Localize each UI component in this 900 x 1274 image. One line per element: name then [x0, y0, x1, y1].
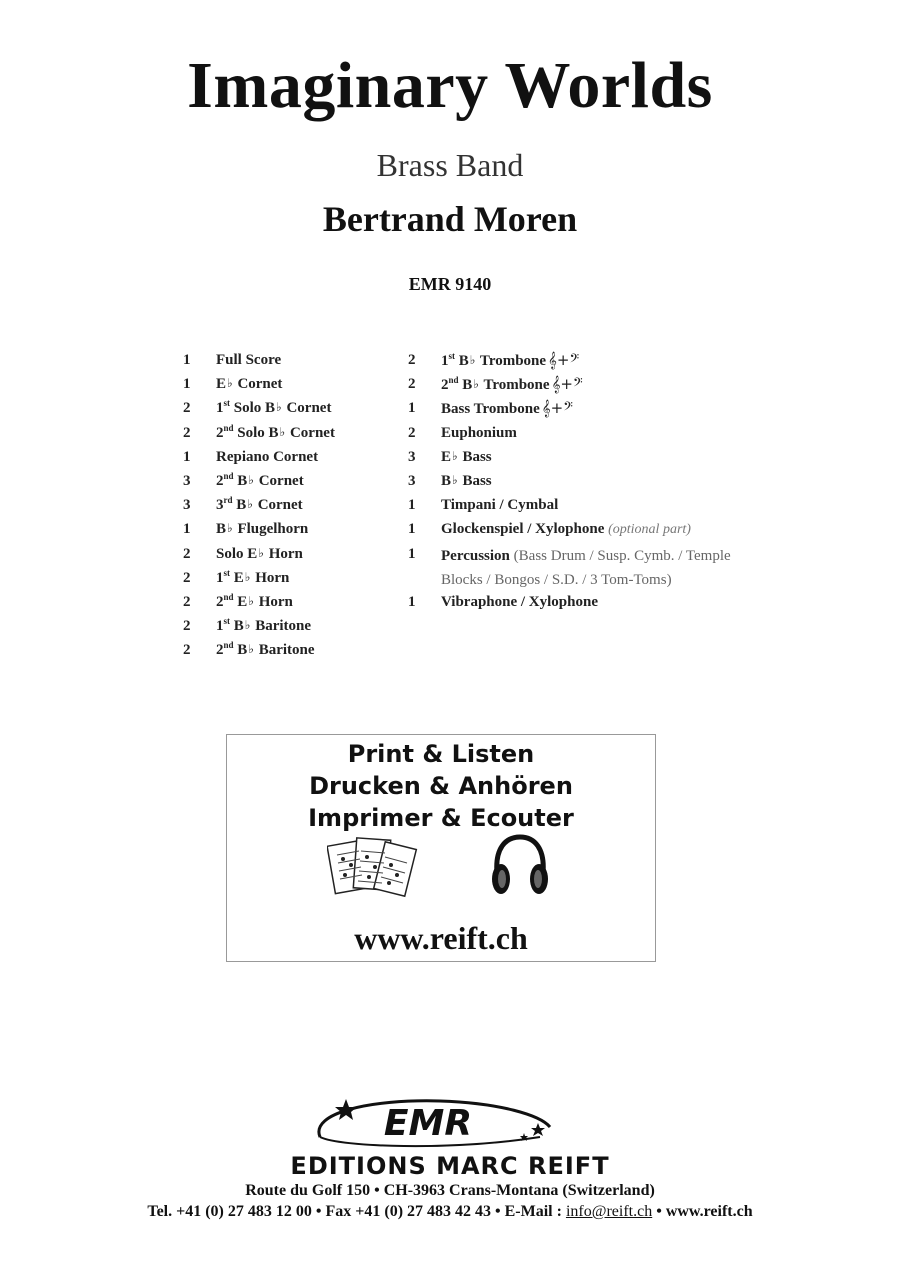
print-listen-box — [226, 734, 656, 962]
part-quantity: 2 — [183, 400, 191, 417]
part-quantity: 2 — [183, 545, 191, 562]
part-name: 1st B♭ Trombone 𝄞+𝄢 — [441, 351, 580, 369]
flat-sign: ♭ — [276, 400, 282, 415]
part-name: 1st B♭ Baritone — [216, 616, 312, 635]
promo-line-french: Imprimer & Ecouter — [308, 804, 574, 832]
publisher-name: EDITIONS MARC REIFT — [290, 1152, 610, 1180]
part-quantity: 1 — [183, 352, 191, 368]
part-quantity: 2 — [183, 569, 191, 586]
part-name: B♭ Bass — [441, 472, 492, 489]
flat-sign: ♭ — [279, 424, 286, 439]
promo-website[interactable]: www.reift.ch — [354, 920, 528, 956]
flat-sign: ♭ — [227, 376, 233, 391]
subtitle: Brass Band — [376, 147, 524, 183]
part-name: 2nd E♭ Horn — [216, 591, 293, 610]
flat-sign: ♭ — [258, 545, 264, 560]
part-quantity: 3 — [183, 497, 191, 514]
part-name: 2nd B♭ Trombone 𝄞+𝄢 — [441, 375, 583, 394]
publisher-address: Route du Golf 150 • CH-3963 Crans-Montana (Switzerland) — [245, 1182, 655, 1199]
promo-line-german: Drucken & Anhören — [309, 772, 573, 800]
part-name: 2nd B♭ Baritone — [216, 640, 315, 659]
flat-sign: ♭ — [248, 472, 254, 487]
part-name: Timpani / Cymbal — [441, 497, 559, 514]
part-quantity: 2 — [183, 424, 191, 441]
part-quantity: 1 — [408, 497, 416, 514]
contact-phone-fax: Tel. +41 (0) 27 483 12 00 • Fax +41 (0) 27 483 42 43 • E-Mail : — [147, 1203, 566, 1220]
flat-sign: ♭ — [452, 448, 458, 463]
promo-line-english: Print & Listen — [347, 740, 535, 768]
contact-email-link[interactable]: info@reift.ch — [565, 1203, 653, 1220]
contact-website[interactable]: • www.reift.ch — [652, 1203, 753, 1220]
part-quantity: 1 — [183, 448, 191, 465]
part-name: E♭ Bass — [441, 448, 492, 465]
part-name: Solo E♭ Horn — [216, 545, 303, 562]
part-name: 1st Solo B♭ Cornet — [216, 398, 332, 417]
flat-sign: ♭ — [469, 353, 476, 367]
part-quantity: 2 — [183, 618, 191, 635]
part-name: B♭ Flugelhorn — [216, 521, 309, 538]
part-quantity: 3 — [408, 448, 416, 465]
treble-bass-clef-icon: 𝄞+𝄢 — [551, 375, 583, 394]
composer-name: Bertrand Moren — [322, 199, 578, 239]
part-quantity: 3 — [408, 472, 416, 489]
part-name: 2nd Solo B♭ Cornet — [216, 422, 335, 441]
part-name: 2nd B♭ Cornet — [216, 470, 304, 489]
part-name: Glockenspiel / Xylophone (optional part) — [441, 521, 691, 538]
part-quantity: 1 — [408, 400, 416, 417]
part-quantity: 2 — [408, 424, 416, 441]
part-name: 3rd B♭ Cornet — [216, 495, 303, 514]
part-quantity: 1 — [408, 521, 416, 538]
sheet-music-icon — [327, 835, 419, 903]
part-name: Full Score — [216, 352, 282, 368]
flat-sign: ♭ — [248, 593, 254, 608]
part-name: 1st E♭ Horn — [216, 567, 290, 586]
part-quantity: 1 — [408, 593, 416, 610]
part-name: Percussion (Bass Drum / Susp. Cymb. / Temple Blocks / Bongos / S.D. / 3 Tom-Toms) — [441, 547, 731, 588]
treble-bass-clef-icon: 𝄞+𝄢 — [548, 351, 580, 369]
part-name: Vibraphone / Xylophone — [441, 593, 598, 610]
treble-bass-clef-icon: 𝄞+𝄢 — [541, 399, 573, 418]
flat-sign: ♭ — [248, 642, 254, 657]
part-quantity: 1 — [408, 545, 416, 562]
flat-sign: ♭ — [473, 377, 479, 392]
flat-sign: ♭ — [244, 569, 251, 584]
part-quantity: 2 — [183, 593, 191, 610]
part-quantity: 1 — [183, 376, 191, 393]
part-name: Bass Trombone 𝄞+𝄢 — [441, 399, 573, 418]
flat-sign: ♭ — [247, 497, 253, 512]
part-quantity: 1 — [183, 521, 191, 538]
part-quantity: 2 — [408, 352, 416, 368]
part-name: Euphonium — [441, 424, 517, 441]
part-quantity: 2 — [408, 376, 416, 393]
emr-logo — [300, 1093, 560, 1151]
flat-sign: ♭ — [452, 472, 458, 487]
flat-sign: ♭ — [244, 618, 251, 633]
part-quantity: 3 — [183, 472, 191, 489]
headphones-icon — [489, 833, 551, 899]
part-quantity: 2 — [183, 642, 191, 659]
page-title: Imaginary Worlds — [187, 49, 713, 122]
publisher-contact — [0, 1203, 900, 1221]
part-name: Repiano Cornet — [216, 448, 319, 465]
part-name: E♭ Cornet — [216, 376, 283, 393]
logo-text: EMR — [383, 1103, 473, 1144]
catalog-number: EMR 9140 — [408, 274, 492, 294]
flat-sign: ♭ — [227, 521, 233, 536]
